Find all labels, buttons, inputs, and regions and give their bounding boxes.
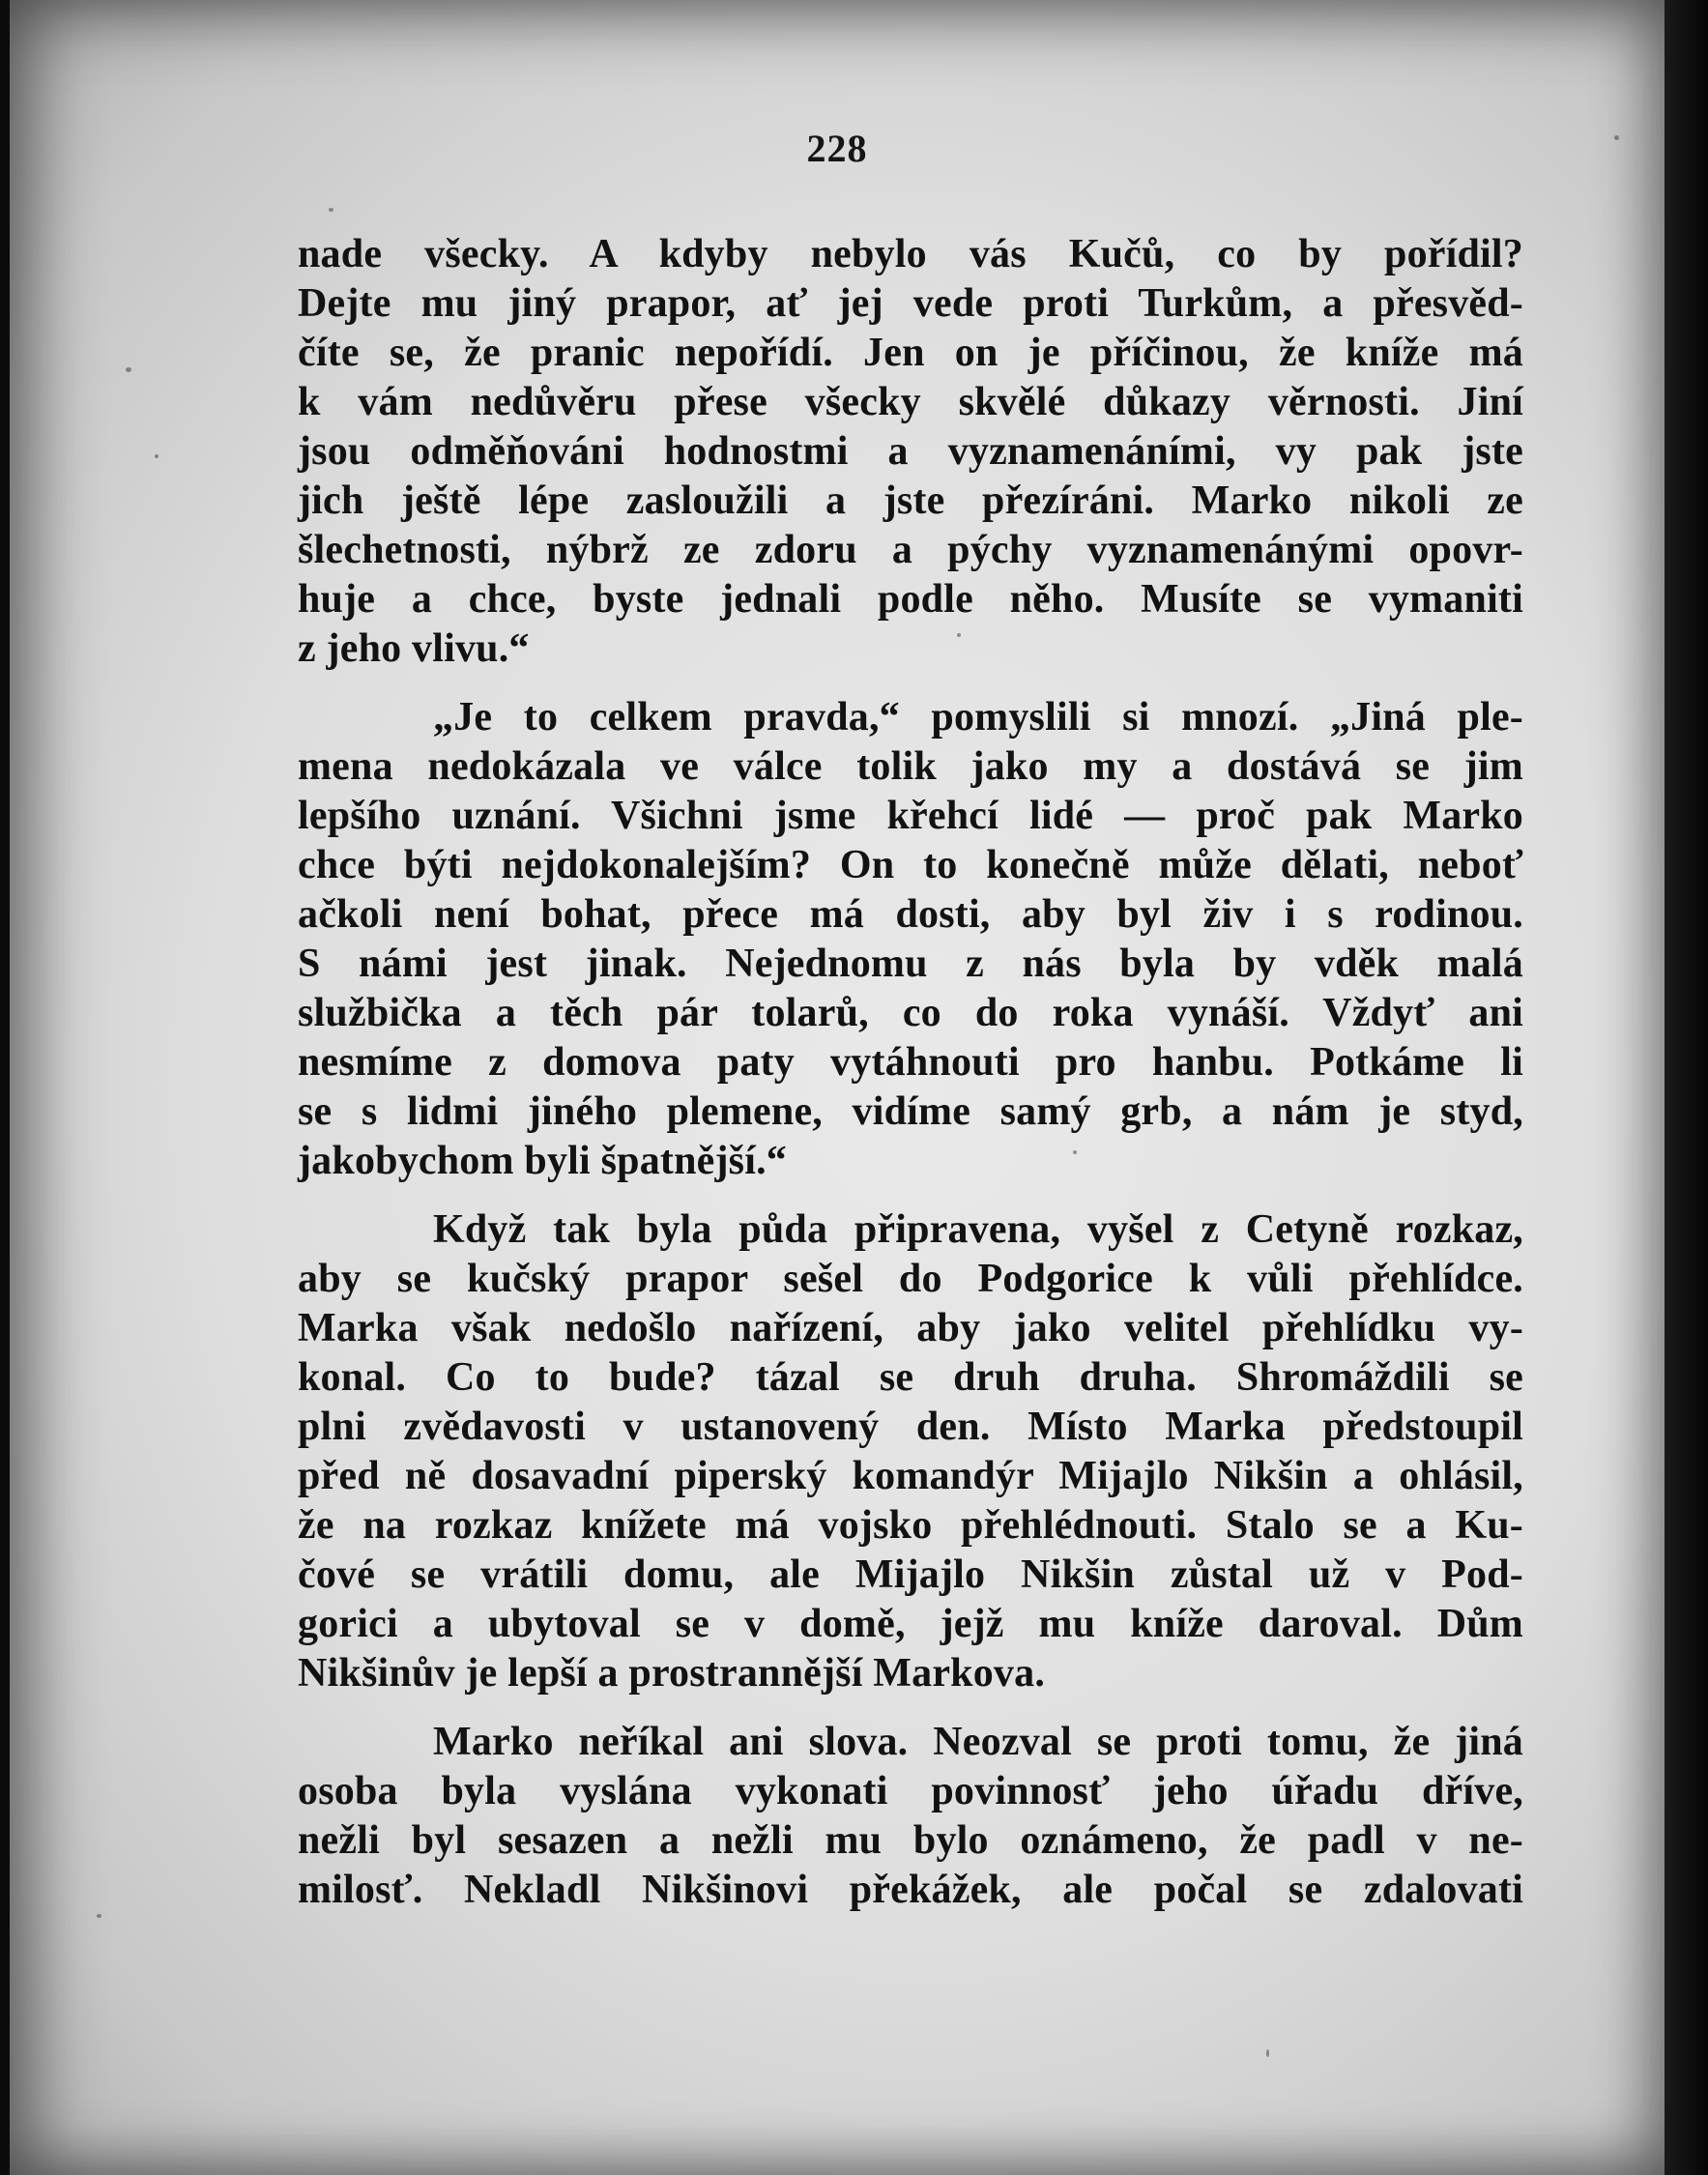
text-line: plni zvědavosti v ustanovený den. Místo Marka předstoupil xyxy=(298,1405,1523,1449)
text-line: z jeho vlivu.“ xyxy=(298,626,530,671)
text-line: nesmíme z domova paty vytáhnouti pro hanbu. Potkáme li xyxy=(298,1040,1523,1085)
body-text xyxy=(298,230,1523,1915)
scan-speck xyxy=(1073,1150,1077,1154)
text-line: gorici a ubytoval se v domě, jejž mu kníže daroval. Dům xyxy=(298,1602,1523,1646)
text-line: k vám nedůvěru přese všecky skvělé důkazy věrnosti. Jiní xyxy=(298,380,1523,424)
paragraph-4 xyxy=(298,1718,1523,1915)
paragraph-gap xyxy=(298,674,1523,693)
paragraph-2 xyxy=(298,693,1523,1186)
paragraph-gap xyxy=(298,1698,1523,1718)
scanned-page xyxy=(10,0,1665,2175)
text-line: jakobychom byli špatnější.“ xyxy=(298,1139,787,1183)
scan-speck xyxy=(1266,2049,1269,2057)
text-line: aby se kučský prapor sešel do Podgorice k vůli přehlídce. xyxy=(298,1257,1523,1301)
text-line: Marko neříkal ani slova. Neozval se proti tomu, že jiná xyxy=(433,1720,1523,1764)
text-line: chce býti nejdokonalejším? On to konečně může dělati, neboť xyxy=(298,843,1523,887)
scan-speck xyxy=(329,208,333,212)
text-line: čové se vrátili domu, ale Mijajlo Nikšin zůstal už v Pod- xyxy=(298,1552,1523,1597)
text-line: šlechetnosti, nýbrž ze zdoru a pýchy vyznamenánými opovr- xyxy=(298,528,1523,572)
text-line: jsou odměňováni hodnostmi a vyznamenáními, vy pak jste xyxy=(298,429,1523,474)
text-line: S námi jest jinak. Nejednomu z nás byla by vděk malá xyxy=(298,942,1523,986)
text-line: službička a těch pár tolarů, co do roka vynáší. Vždyť ani xyxy=(298,991,1523,1035)
text-line: Když tak byla půda připravena, vyšel z Cetyně rozkaz, xyxy=(433,1207,1523,1252)
page-binding-edge xyxy=(1665,0,1708,2175)
text-line: před ně dosavadní piperský komandýr Mijajlo Nikšin a ohlásil, xyxy=(298,1454,1523,1498)
scan-speck xyxy=(957,633,961,637)
text-line: mena nedokázala ve válce tolik jako my a dostává se jim xyxy=(298,744,1523,789)
text-line: číte se, že pranic nepořídí. Jen on je příčinou, že kníže má xyxy=(298,331,1523,375)
text-line: milosť. Nekladl Nikšinovi překážek, ale počal se zdalovati xyxy=(298,1868,1523,1912)
text-line: Marka však nedošlo nařízení, aby jako velitel přehlídku vy- xyxy=(298,1306,1523,1350)
text-line: huje a chce, byste jednali podle něho. Musíte se vymaniti xyxy=(298,577,1523,622)
text-line: nežli byl sesazen a nežli mu bylo oznámeno, že padl v ne- xyxy=(298,1818,1523,1863)
paragraph-gap xyxy=(298,1186,1523,1205)
text-line: jich ještě lépe zasloužili a jste přezíráni. Marko nikoli ze xyxy=(298,478,1523,523)
text-line: Nikšinův je lepší a prostrannější Markova. xyxy=(298,1651,1046,1696)
text-line: „Je to celkem pravda,“ pomyslili si mnozí. „Jiná ple- xyxy=(433,695,1523,740)
page-number: 228 xyxy=(806,127,868,170)
text-line: lepšího uznání. Všichni jsme křehcí lidé — proč pak Marko xyxy=(298,794,1523,838)
paragraph-1 xyxy=(298,230,1523,674)
scan-speck xyxy=(97,1914,101,1918)
scan-speck xyxy=(155,454,159,458)
text-line: Dejte mu jiný prapor, ať jej vede proti Turkům, a přesvěd- xyxy=(298,281,1523,326)
scan-speck xyxy=(126,367,131,372)
text-line: že na rozkaz knížete má vojsko přehlédnouti. Stalo se a Ku- xyxy=(298,1503,1523,1548)
text-line: konal. Co to bude? tázal se druh druha. Shromáždili se xyxy=(298,1355,1523,1400)
scan-speck xyxy=(1614,135,1619,140)
text-line: se s lidmi jiného plemene, vidíme samý grb, a nám je styd, xyxy=(298,1089,1523,1134)
text-line: nade všecky. A kdyby nebylo vás Kučů, co by pořídil? xyxy=(298,232,1523,276)
text-line: osoba byla vyslána vykonati povinnosť jeho úřadu dříve, xyxy=(298,1769,1523,1813)
paragraph-3 xyxy=(298,1205,1523,1698)
text-line: ačkoli není bohat, přece má dosti, aby byl živ i s rodinou. xyxy=(298,892,1523,937)
